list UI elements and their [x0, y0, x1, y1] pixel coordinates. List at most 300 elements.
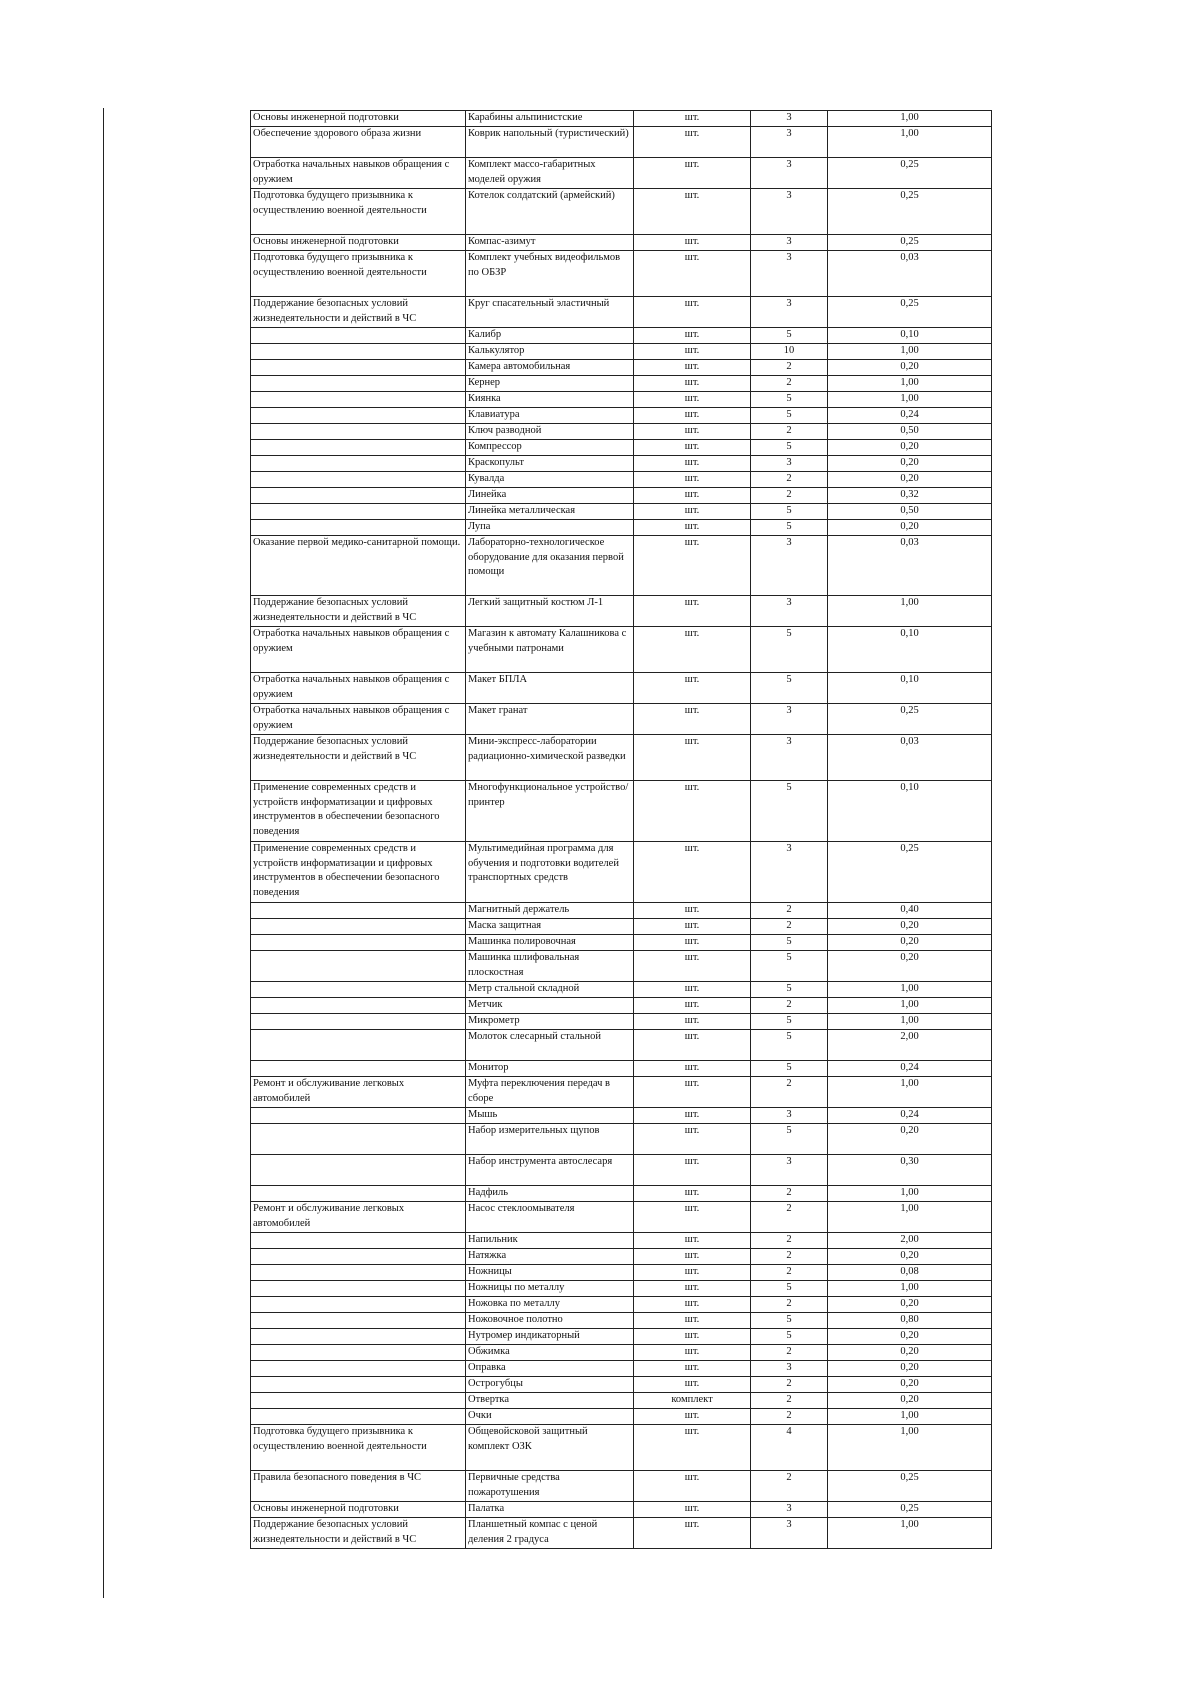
- row-quantity: 2: [751, 1186, 828, 1202]
- table-row: [251, 903, 992, 919]
- row-unit: шт.: [634, 982, 751, 998]
- row-coefficient: 1,00: [828, 1518, 992, 1549]
- row-subject: [251, 456, 466, 472]
- table-row: [251, 935, 992, 951]
- row-unit: шт.: [634, 1186, 751, 1202]
- row-item-name: Очки: [466, 1409, 634, 1425]
- row-quantity: 5: [751, 504, 828, 520]
- row-subject: [251, 440, 466, 456]
- row-quantity: 5: [751, 1313, 828, 1329]
- row-item-name: Обжимка: [466, 1345, 634, 1361]
- row-quantity: 5: [751, 935, 828, 951]
- row-unit: шт.: [634, 735, 751, 781]
- table-row: [251, 111, 992, 127]
- table-row: [251, 1155, 992, 1186]
- row-unit: шт.: [634, 1518, 751, 1549]
- table-row: [251, 1345, 992, 1361]
- row-item-name: Надфиль: [466, 1186, 634, 1202]
- row-coefficient: 0,32: [828, 488, 992, 504]
- row-coefficient: 0,20: [828, 1124, 992, 1155]
- row-item-name: Палатка: [466, 1502, 634, 1518]
- row-quantity: 2: [751, 1471, 828, 1502]
- row-quantity: 3: [751, 189, 828, 235]
- row-item-name: Первичные средства пожаротушения: [466, 1471, 634, 1502]
- row-subject: Ремонт и обслуживание легковых автомобилей: [251, 1077, 466, 1108]
- row-coefficient: 0,10: [828, 328, 992, 344]
- row-subject: [251, 360, 466, 376]
- table-row: [251, 488, 992, 504]
- table-row: [251, 1030, 992, 1061]
- row-subject: [251, 1393, 466, 1409]
- row-coefficient: 1,00: [828, 376, 992, 392]
- table-row: [251, 235, 992, 251]
- table-row: [251, 1014, 992, 1030]
- row-subject: [251, 1377, 466, 1393]
- row-subject: [251, 1313, 466, 1329]
- row-quantity: 3: [751, 235, 828, 251]
- row-coefficient: 0,20: [828, 935, 992, 951]
- table-row: [251, 998, 992, 1014]
- row-coefficient: 0,20: [828, 456, 992, 472]
- row-unit: шт.: [634, 488, 751, 504]
- row-item-name: Молоток слесарный стальной: [466, 1030, 634, 1061]
- row-item-name: Монитор: [466, 1061, 634, 1077]
- row-quantity: 3: [751, 111, 828, 127]
- row-item-name: Ножовка по металлу: [466, 1297, 634, 1313]
- row-subject: Правила безопасного поведения в ЧС: [251, 1471, 466, 1502]
- row-subject: [251, 488, 466, 504]
- row-subject: [251, 982, 466, 998]
- row-quantity: 5: [751, 328, 828, 344]
- row-subject: Обеспечение здорового образа жизни: [251, 127, 466, 158]
- row-item-name: Напильник: [466, 1233, 634, 1249]
- row-coefficient: 1,00: [828, 1281, 992, 1297]
- row-subject: [251, 1108, 466, 1124]
- equipment-table-body: [251, 111, 992, 1549]
- row-coefficient: 0,25: [828, 189, 992, 235]
- row-item-name: Нутромер индикаторный: [466, 1329, 634, 1345]
- row-unit: шт.: [634, 1502, 751, 1518]
- table-row: [251, 1502, 992, 1518]
- row-unit: шт.: [634, 328, 751, 344]
- row-quantity: 2: [751, 376, 828, 392]
- row-item-name: Метчик: [466, 998, 634, 1014]
- row-quantity: 3: [751, 251, 828, 297]
- row-coefficient: 0,20: [828, 951, 992, 982]
- table-row: [251, 1409, 992, 1425]
- row-unit: шт.: [634, 440, 751, 456]
- table-row: [251, 1361, 992, 1377]
- row-coefficient: 0,25: [828, 297, 992, 328]
- row-unit: шт.: [634, 235, 751, 251]
- row-quantity: 2: [751, 903, 828, 919]
- row-unit: шт.: [634, 596, 751, 627]
- row-subject: Основы инженерной подготовки: [251, 235, 466, 251]
- row-unit: шт.: [634, 1265, 751, 1281]
- row-coefficient: 0,20: [828, 1329, 992, 1345]
- table-row: [251, 1518, 992, 1549]
- row-item-name: Ножницы по металлу: [466, 1281, 634, 1297]
- row-quantity: 10: [751, 344, 828, 360]
- table-row: [251, 297, 992, 328]
- row-subject: Отработка начальных навыков обращения с оружием: [251, 158, 466, 189]
- row-coefficient: 1,00: [828, 982, 992, 998]
- table-row: [251, 376, 992, 392]
- row-unit: шт.: [634, 673, 751, 704]
- row-quantity: 5: [751, 1124, 828, 1155]
- table-row: [251, 328, 992, 344]
- row-unit: шт.: [634, 1361, 751, 1377]
- row-unit: шт.: [634, 251, 751, 297]
- table-row: [251, 424, 992, 440]
- row-quantity: 2: [751, 1345, 828, 1361]
- table-row: [251, 1377, 992, 1393]
- row-item-name: Магазин к автомату Калашникова с учебными патронами: [466, 627, 634, 673]
- row-subject: Основы инженерной подготовки: [251, 111, 466, 127]
- row-quantity: 3: [751, 1155, 828, 1186]
- row-item-name: Макет гранат: [466, 704, 634, 735]
- row-item-name: Лабораторно-технологическое оборудование для оказания первой помощи: [466, 536, 634, 596]
- row-coefficient: 1,00: [828, 1409, 992, 1425]
- row-coefficient: 0,20: [828, 360, 992, 376]
- equipment-table: [250, 110, 992, 1549]
- row-item-name: Отвертка: [466, 1393, 634, 1409]
- row-item-name: Многофункциональное устройство/принтер: [466, 781, 634, 842]
- row-quantity: 2: [751, 919, 828, 935]
- row-subject: [251, 472, 466, 488]
- row-item-name: Комплект учебных видеофильмов по ОБЗР: [466, 251, 634, 297]
- table-row: [251, 440, 992, 456]
- row-quantity: 5: [751, 1329, 828, 1345]
- row-item-name: Макет БПЛА: [466, 673, 634, 704]
- row-subject: [251, 935, 466, 951]
- row-quantity: 2: [751, 424, 828, 440]
- table-row: [251, 189, 992, 235]
- row-item-name: Краскопульт: [466, 456, 634, 472]
- row-unit: шт.: [634, 903, 751, 919]
- row-quantity: 5: [751, 781, 828, 842]
- row-unit: шт.: [634, 1329, 751, 1345]
- row-quantity: 2: [751, 1297, 828, 1313]
- row-quantity: 4: [751, 1425, 828, 1471]
- row-subject: [251, 1155, 466, 1186]
- row-quantity: 2: [751, 360, 828, 376]
- row-subject: Поддержание безопасных условий жизнедеятельности и действий в ЧС: [251, 735, 466, 781]
- table-row: [251, 1124, 992, 1155]
- row-subject: [251, 1249, 466, 1265]
- row-coefficient: 0,20: [828, 472, 992, 488]
- row-subject: [251, 1014, 466, 1030]
- row-quantity: 3: [751, 297, 828, 328]
- table-row: [251, 360, 992, 376]
- row-unit: шт.: [634, 1014, 751, 1030]
- row-quantity: 3: [751, 158, 828, 189]
- row-item-name: Насос стеклоомывателя: [466, 1202, 634, 1233]
- row-subject: [251, 1329, 466, 1345]
- row-unit: шт.: [634, 158, 751, 189]
- row-coefficient: 1,00: [828, 1202, 992, 1233]
- row-coefficient: 0,24: [828, 408, 992, 424]
- row-quantity: 3: [751, 536, 828, 596]
- table-row: [251, 1297, 992, 1313]
- table-row: [251, 1471, 992, 1502]
- row-unit: шт.: [634, 1030, 751, 1061]
- row-quantity: 2: [751, 472, 828, 488]
- row-coefficient: 0,25: [828, 1502, 992, 1518]
- row-item-name: Магнитный держатель: [466, 903, 634, 919]
- row-coefficient: 1,00: [828, 344, 992, 360]
- row-subject: Отработка начальных навыков обращения с оружием: [251, 673, 466, 704]
- table-row: [251, 1265, 992, 1281]
- row-coefficient: 1,00: [828, 1014, 992, 1030]
- row-item-name: Машинка полировочная: [466, 935, 634, 951]
- row-quantity: 2: [751, 1077, 828, 1108]
- table-row: [251, 704, 992, 735]
- row-coefficient: 0,25: [828, 1471, 992, 1502]
- row-subject: [251, 504, 466, 520]
- row-unit: шт.: [634, 1377, 751, 1393]
- table-row: [251, 392, 992, 408]
- row-item-name: Ножовочное полотно: [466, 1313, 634, 1329]
- row-coefficient: 1,00: [828, 392, 992, 408]
- row-unit: шт.: [634, 935, 751, 951]
- row-subject: Применение современных средств и устройств информатизации и цифровых инструментов в обеспечении безопасного поведения: [251, 842, 466, 903]
- row-unit: шт.: [634, 520, 751, 536]
- row-quantity: 5: [751, 520, 828, 536]
- table-row: [251, 504, 992, 520]
- table-row: [251, 735, 992, 781]
- row-quantity: 5: [751, 951, 828, 982]
- row-item-name: Калибр: [466, 328, 634, 344]
- row-item-name: Мышь: [466, 1108, 634, 1124]
- row-quantity: 5: [751, 440, 828, 456]
- table-row: [251, 842, 992, 903]
- table-row: [251, 951, 992, 982]
- table-row: [251, 1233, 992, 1249]
- row-quantity: 5: [751, 1061, 828, 1077]
- table-row: [251, 627, 992, 673]
- row-item-name: Набор инструмента автослесаря: [466, 1155, 634, 1186]
- row-subject: Основы инженерной подготовки: [251, 1502, 466, 1518]
- table-row: [251, 251, 992, 297]
- row-coefficient: 0,20: [828, 1377, 992, 1393]
- row-subject: [251, 1030, 466, 1061]
- row-coefficient: 0,30: [828, 1155, 992, 1186]
- row-item-name: Муфта переключения передач в сборе: [466, 1077, 634, 1108]
- row-coefficient: 0,20: [828, 520, 992, 536]
- row-unit: шт.: [634, 1425, 751, 1471]
- row-unit: шт.: [634, 1061, 751, 1077]
- row-item-name: Камера автомобильная: [466, 360, 634, 376]
- row-quantity: 3: [751, 1518, 828, 1549]
- row-item-name: Ключ разводной: [466, 424, 634, 440]
- table-row: [251, 1202, 992, 1233]
- row-coefficient: 0,20: [828, 1249, 992, 1265]
- row-subject: [251, 1345, 466, 1361]
- row-item-name: Общевойсковой защитный комплект ОЗК: [466, 1425, 634, 1471]
- row-coefficient: 0,10: [828, 673, 992, 704]
- row-coefficient: 1,00: [828, 1186, 992, 1202]
- row-unit: шт.: [634, 1202, 751, 1233]
- row-item-name: Киянка: [466, 392, 634, 408]
- row-coefficient: 1,00: [828, 111, 992, 127]
- row-coefficient: 0,40: [828, 903, 992, 919]
- row-item-name: Линейка металлическая: [466, 504, 634, 520]
- row-subject: [251, 1361, 466, 1377]
- row-quantity: 5: [751, 1281, 828, 1297]
- row-subject: [251, 1233, 466, 1249]
- table-row: [251, 781, 992, 842]
- row-item-name: Машинка шлифовальная плоскостная: [466, 951, 634, 982]
- row-subject: [251, 998, 466, 1014]
- table-row: [251, 536, 992, 596]
- row-coefficient: 0,25: [828, 842, 992, 903]
- row-item-name: Компрессор: [466, 440, 634, 456]
- row-subject: [251, 408, 466, 424]
- row-item-name: Легкий защитный костюм Л-1: [466, 596, 634, 627]
- row-quantity: 2: [751, 1393, 828, 1409]
- row-coefficient: 0,25: [828, 704, 992, 735]
- row-unit: шт.: [634, 360, 751, 376]
- table-row: [251, 1393, 992, 1409]
- row-subject: Поддержание безопасных условий жизнедеятельности и действий в ЧС: [251, 297, 466, 328]
- table-row: [251, 456, 992, 472]
- row-subject: Оказание первой медико-санитарной помощи.: [251, 536, 466, 596]
- row-unit: шт.: [634, 344, 751, 360]
- row-quantity: 3: [751, 1361, 828, 1377]
- row-coefficient: 0,20: [828, 1361, 992, 1377]
- row-unit: шт.: [634, 842, 751, 903]
- row-item-name: Ножницы: [466, 1265, 634, 1281]
- row-subject: [251, 328, 466, 344]
- row-coefficient: 0,03: [828, 536, 992, 596]
- table-row: [251, 344, 992, 360]
- row-subject: Подготовка будущего призывника к осуществлению военной деятельности: [251, 189, 466, 235]
- row-unit: шт.: [634, 1409, 751, 1425]
- row-subject: [251, 1265, 466, 1281]
- row-unit: шт.: [634, 1471, 751, 1502]
- row-item-name: Натяжка: [466, 1249, 634, 1265]
- table-row: [251, 1249, 992, 1265]
- table-row: [251, 1329, 992, 1345]
- row-quantity: 3: [751, 1108, 828, 1124]
- table-row: [251, 1108, 992, 1124]
- row-unit: шт.: [634, 1281, 751, 1297]
- row-coefficient: 1,00: [828, 1077, 992, 1108]
- row-quantity: 5: [751, 408, 828, 424]
- row-unit: шт.: [634, 127, 751, 158]
- table-row: [251, 1425, 992, 1471]
- row-unit: шт.: [634, 111, 751, 127]
- row-subject: [251, 344, 466, 360]
- row-subject: Поддержание безопасных условий жизнедеятельности и действий в ЧС: [251, 1518, 466, 1549]
- row-coefficient: 0,80: [828, 1313, 992, 1329]
- row-coefficient: 0,50: [828, 504, 992, 520]
- row-item-name: Карабины альпинистские: [466, 111, 634, 127]
- row-unit: шт.: [634, 704, 751, 735]
- table-row: [251, 520, 992, 536]
- row-item-name: Мультимедийная программа для обучения и подготовки водителей транспортных средств: [466, 842, 634, 903]
- row-coefficient: 0,20: [828, 1345, 992, 1361]
- row-item-name: Набор измерительных щупов: [466, 1124, 634, 1155]
- table-row: [251, 596, 992, 627]
- row-item-name: Планшетный компас с ценой деления 2 градуса: [466, 1518, 634, 1549]
- row-item-name: Калькулятор: [466, 344, 634, 360]
- row-unit: шт.: [634, 998, 751, 1014]
- row-item-name: Маска защитная: [466, 919, 634, 935]
- row-quantity: 3: [751, 596, 828, 627]
- row-unit: шт.: [634, 627, 751, 673]
- row-subject: [251, 1061, 466, 1077]
- row-item-name: Линейка: [466, 488, 634, 504]
- row-quantity: 5: [751, 982, 828, 998]
- row-item-name: Микрометр: [466, 1014, 634, 1030]
- row-unit: шт.: [634, 1233, 751, 1249]
- row-quantity: 2: [751, 1409, 828, 1425]
- row-subject: [251, 919, 466, 935]
- row-subject: [251, 392, 466, 408]
- row-coefficient: 0,25: [828, 158, 992, 189]
- table-row: [251, 673, 992, 704]
- row-quantity: 3: [751, 456, 828, 472]
- row-item-name: Кувалда: [466, 472, 634, 488]
- row-unit: комплект: [634, 1393, 751, 1409]
- row-item-name: Комплект массо-габаритных моделей оружия: [466, 158, 634, 189]
- row-subject: [251, 1409, 466, 1425]
- table-row: [251, 1313, 992, 1329]
- row-quantity: 2: [751, 1249, 828, 1265]
- row-unit: шт.: [634, 1313, 751, 1329]
- row-coefficient: 0,20: [828, 919, 992, 935]
- row-subject: [251, 1124, 466, 1155]
- row-quantity: 5: [751, 627, 828, 673]
- row-unit: шт.: [634, 392, 751, 408]
- row-subject: Подготовка будущего призывника к осуществлению военной деятельности: [251, 251, 466, 297]
- row-unit: шт.: [634, 1155, 751, 1186]
- row-coefficient: 0,50: [828, 424, 992, 440]
- row-subject: Поддержание безопасных условий жизнедеятельности и действий в ЧС: [251, 596, 466, 627]
- row-unit: шт.: [634, 376, 751, 392]
- row-quantity: 3: [751, 735, 828, 781]
- left-margin-line: [103, 108, 104, 1598]
- row-item-name: Круг спасательный эластичный: [466, 297, 634, 328]
- row-coefficient: 0,03: [828, 735, 992, 781]
- row-quantity: 5: [751, 1014, 828, 1030]
- row-coefficient: 0,10: [828, 627, 992, 673]
- row-subject: [251, 1281, 466, 1297]
- table-row: [251, 1077, 992, 1108]
- row-unit: шт.: [634, 1108, 751, 1124]
- row-coefficient: 2,00: [828, 1030, 992, 1061]
- row-unit: шт.: [634, 472, 751, 488]
- row-subject: [251, 1297, 466, 1313]
- row-coefficient: 2,00: [828, 1233, 992, 1249]
- row-item-name: Метр стальной складной: [466, 982, 634, 998]
- row-quantity: 5: [751, 1030, 828, 1061]
- row-coefficient: 0,20: [828, 1297, 992, 1313]
- row-unit: шт.: [634, 189, 751, 235]
- row-coefficient: 1,00: [828, 1425, 992, 1471]
- table-row: [251, 408, 992, 424]
- row-coefficient: 0,25: [828, 235, 992, 251]
- row-subject: [251, 1186, 466, 1202]
- row-coefficient: 0,03: [828, 251, 992, 297]
- table-row: [251, 1061, 992, 1077]
- row-quantity: 3: [751, 127, 828, 158]
- row-quantity: 2: [751, 1265, 828, 1281]
- row-item-name: Острогубцы: [466, 1377, 634, 1393]
- row-unit: шт.: [634, 919, 751, 935]
